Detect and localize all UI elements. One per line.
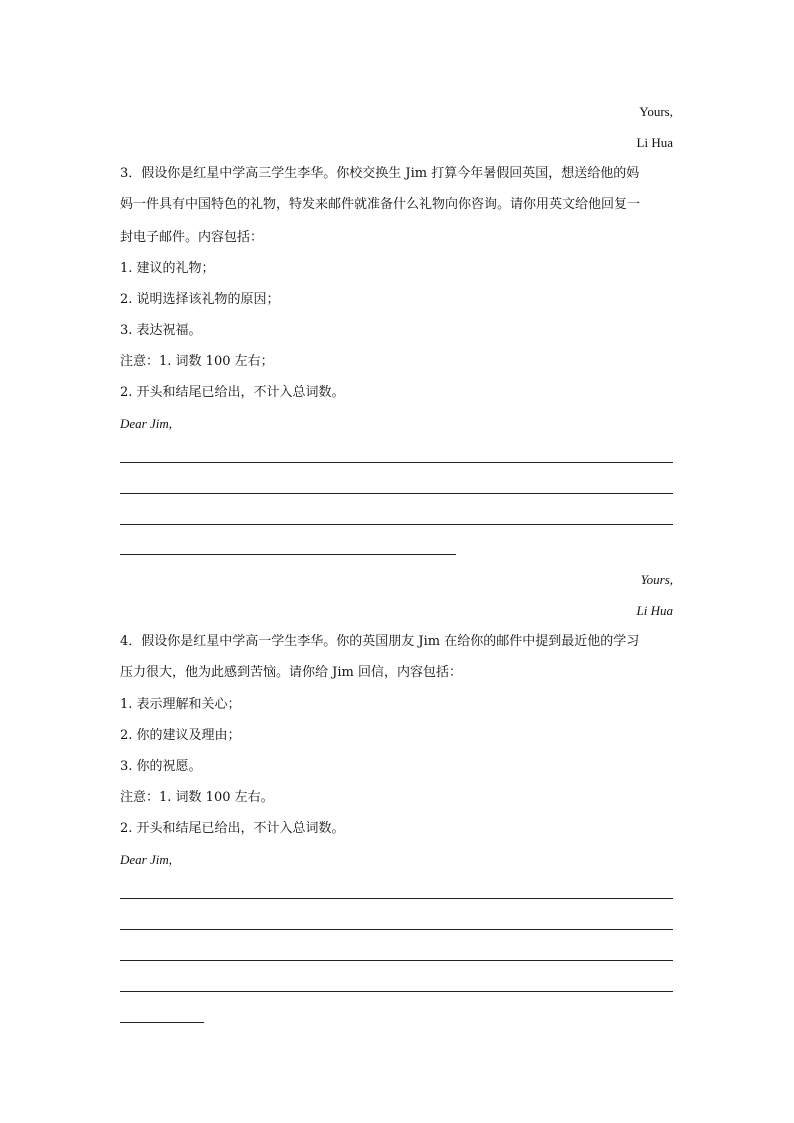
task3-prompt-line-2: 妈一件具有中国特色的礼物，特发来邮件就准备什么礼物向你咨询。请你用英文给他回复一 bbox=[120, 197, 641, 212]
task4-answer-line-2[interactable] bbox=[120, 929, 673, 930]
task4-note-1: 注意：1. 词数 100 左右。 bbox=[120, 790, 274, 805]
task3-note-1: 注意：1. 词数 100 左右； bbox=[120, 354, 274, 369]
task4-point-1: 1. 表示理解和关心； bbox=[120, 697, 241, 712]
task3-answer-line-1[interactable] bbox=[120, 462, 673, 463]
signature-li-hua: Li Hua bbox=[636, 135, 673, 150]
task4-prompt-line-1: 4．假设你是红星中学高一学生李华。你的英国朋友 Jim 在给你的邮件中提到最近他的学习 bbox=[120, 634, 640, 649]
closing-yours: Yours, bbox=[639, 104, 673, 119]
task3-prompt-line-3: 封电子邮件。内容包括： bbox=[120, 230, 264, 245]
task4-answer-line-3[interactable] bbox=[120, 960, 673, 961]
task4-salutation: Dear Jim, bbox=[120, 852, 172, 867]
task4-point-2: 2. 你的建议及理由； bbox=[120, 728, 241, 743]
task3-answer-line-4[interactable] bbox=[120, 554, 456, 555]
task4-prompt-line-2: 压力很大，他为此感到苦恼。请你给 Jim 回信，内容包括： bbox=[120, 665, 462, 680]
task3-answer-line-2[interactable] bbox=[120, 493, 673, 494]
task3-salutation: Dear Jim, bbox=[120, 416, 172, 431]
task3-answer-line-3[interactable] bbox=[120, 524, 673, 525]
task4-note-2: 2. 开头和结尾已给出，不计入总词数。 bbox=[120, 821, 345, 836]
task3-signature: Li Hua bbox=[636, 603, 673, 618]
task3-note-2: 2. 开头和结尾已给出，不计入总词数。 bbox=[120, 385, 345, 400]
task3-point-2: 2. 说明选择该礼物的原因； bbox=[120, 292, 280, 307]
task3-closing: Yours, bbox=[640, 572, 673, 587]
task4-answer-line-4[interactable] bbox=[120, 991, 673, 992]
task4-answer-line-1[interactable] bbox=[120, 898, 673, 899]
task3-point-1: 1. 建议的礼物； bbox=[120, 261, 215, 276]
task3-prompt-line-1: 3．假设你是红星中学高三学生李华。你校交换生 Jim 打算今年暑假回英国，想送给他的妈 bbox=[120, 166, 640, 181]
task3-point-3: 3. 表达祝福。 bbox=[120, 323, 202, 338]
task4-answer-line-5[interactable] bbox=[120, 1022, 204, 1023]
task4-point-3: 3. 你的祝愿。 bbox=[120, 759, 202, 774]
